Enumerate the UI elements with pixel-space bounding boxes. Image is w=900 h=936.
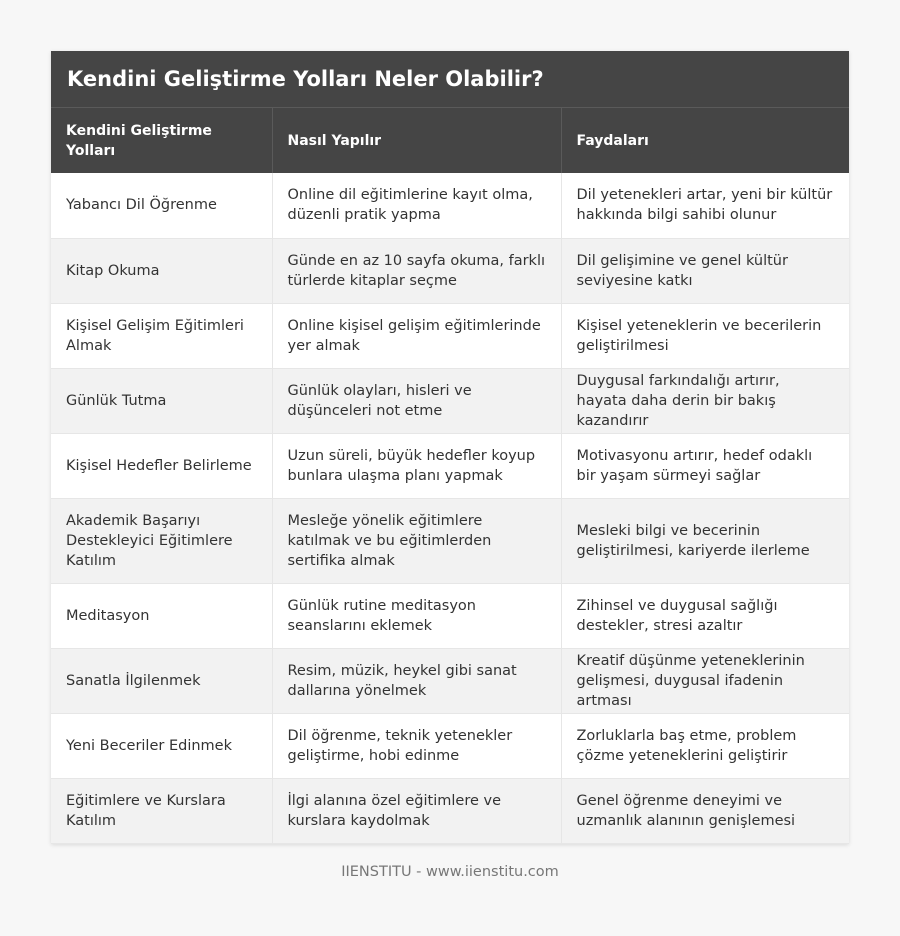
- cell-how: Online kişisel gelişim eğitimlerinde yer almak: [272, 303, 561, 368]
- cell-way: Sanatla İlgilenmek: [51, 648, 272, 713]
- cell-how: Uzun süreli, büyük hedefler koyup bunlara ulaşma planı yapmak: [272, 433, 561, 498]
- table-row: [51, 173, 849, 238]
- cell-benefit: Mesleki bilgi ve becerinin geliştirilmesi, kariyerde ilerleme: [561, 498, 849, 583]
- table-row: [51, 778, 849, 843]
- cell-how: İlgi alanına özel eğitimlere ve kurslara kaydolmak: [272, 778, 561, 843]
- cell-way: Akademik Başarıyı Destekleyici Eğitimlere Katılım: [51, 498, 272, 583]
- header-row: [51, 108, 849, 173]
- table-row: [51, 713, 849, 778]
- cell-way: Günlük Tutma: [51, 368, 272, 433]
- cell-how: Günlük rutine meditasyon seanslarını eklemek: [272, 583, 561, 648]
- cell-way: Yabancı Dil Öğrenme: [51, 173, 272, 238]
- cell-how: Dil öğrenme, teknik yetenekler geliştirme, hobi edinme: [272, 713, 561, 778]
- table-row: [51, 498, 849, 583]
- table-row: [51, 303, 849, 368]
- cell-how: Günde en az 10 sayfa okuma, farklı türlerde kitaplar seçme: [272, 238, 561, 303]
- cell-how: Günlük olayları, hisleri ve düşünceleri not etme: [272, 368, 561, 433]
- cell-way: Kişisel Hedefler Belirleme: [51, 433, 272, 498]
- cell-way: Meditasyon: [51, 583, 272, 648]
- cell-benefit: Dil gelişimine ve genel kültür seviyesine katkı: [561, 238, 849, 303]
- cell-way: Kitap Okuma: [51, 238, 272, 303]
- data-table: [51, 108, 849, 844]
- footer-credit: IIENSTITU - www.iienstitu.com: [341, 864, 559, 880]
- cell-way: Yeni Beceriler Edinmek: [51, 713, 272, 778]
- table-row: [51, 648, 849, 713]
- table-row: [51, 583, 849, 648]
- cell-how: Resim, müzik, heykel gibi sanat dallarına yönelmek: [272, 648, 561, 713]
- cell-benefit: Zihinsel ve duygusal sağlığı destekler, stresi azaltır: [561, 583, 849, 648]
- cell-benefit: Genel öğrenme deneyimi ve uzmanlık alanının genişlemesi: [561, 778, 849, 843]
- table-row: [51, 368, 849, 433]
- cell-benefit: Kreatif düşünme yeteneklerinin gelişmesi, duygusal ifadenin artması: [561, 648, 849, 713]
- cell-way: Kişisel Gelişim Eğitimleri Almak: [51, 303, 272, 368]
- cell-benefit: Kişisel yeteneklerin ve becerilerin geliştirilmesi: [561, 303, 849, 368]
- table-row: [51, 433, 849, 498]
- table-title: Kendini Geliştirme Yolları Neler Olabilir?: [51, 51, 849, 108]
- cell-how: Mesleğe yönelik eğitimlere katılmak ve bu eğitimlerden sertifika almak: [272, 498, 561, 583]
- cell-way: Eğitimlere ve Kurslara Katılım: [51, 778, 272, 843]
- cell-benefit: Duygusal farkındalığı artırır, hayata daha derin bir bakış kazandırır: [561, 368, 849, 433]
- column-header-how: Nasıl Yapılır: [272, 108, 561, 173]
- column-header-ways: Kendini Geliştirme Yolları: [51, 108, 272, 173]
- cell-benefit: Dil yetenekleri artar, yeni bir kültür hakkında bilgi sahibi olunur: [561, 173, 849, 238]
- table-row: [51, 238, 849, 303]
- table-card: [51, 51, 849, 844]
- cell-benefit: Zorluklarla baş etme, problem çözme yeteneklerini geliştirir: [561, 713, 849, 778]
- cell-how: Online dil eğitimlerine kayıt olma, düzenli pratik yapma: [272, 173, 561, 238]
- cell-benefit: Motivasyonu artırır, hedef odaklı bir yaşam sürmeyi sağlar: [561, 433, 849, 498]
- column-header-benefits: Faydaları: [561, 108, 849, 173]
